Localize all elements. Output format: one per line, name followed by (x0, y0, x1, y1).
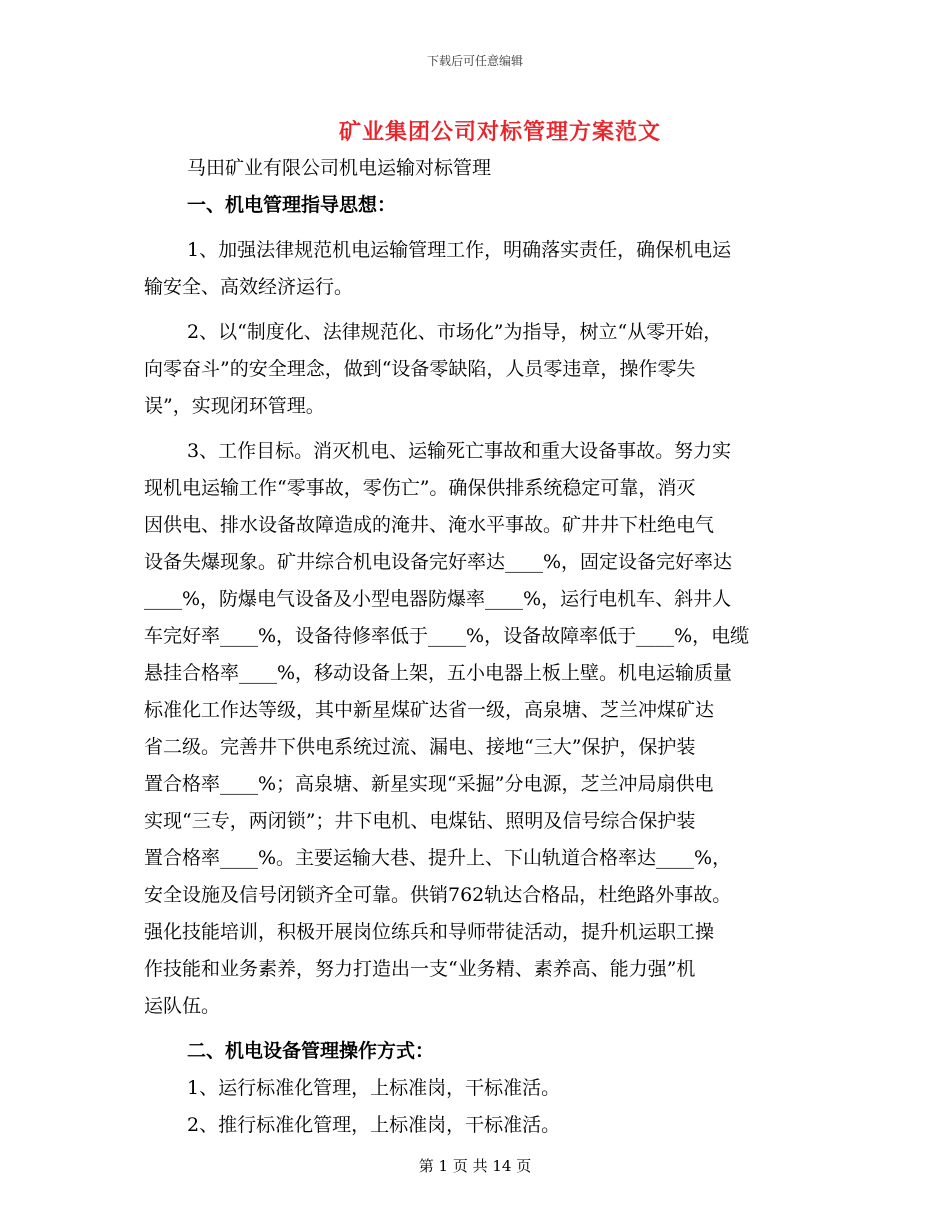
paragraph-2 (144, 314, 824, 425)
text-line: 车完好率____%，设备待修率低于____%，设备故障率低于____%，电缆 (144, 625, 750, 647)
text-line: 安全设施及信号闭锁齐全可靠。供销762轨达合格品，杜绝路外事故。 (144, 884, 732, 906)
section1-heading: 一、机电管理指导思想： (187, 194, 397, 216)
document-title: 矿业集团公司对标管理方案范文 (338, 119, 661, 145)
text-line: 向零奋斗”的安全理念，做到“设备零缺陷，人员零违章，操作零失 (144, 358, 696, 380)
text-line: 因供电、排水设备故障造成的淹井、淹水平事故。矿井井下杜绝电气 (144, 514, 715, 536)
text-line: 2、以“制度化、法律规范化、市场化”为指导，树立“从零开始， (187, 321, 723, 343)
text-line: 置合格率____%。主要运输大巷、提升上、下山轨道合格率达____%， (144, 847, 732, 869)
text-line: 悬挂合格率____%，移动设备上架，五小电器上板上壁。机电运输质量 (144, 662, 733, 684)
paragraph-1 (144, 232, 824, 306)
text-line: 误”，实现闭环管理。 (144, 395, 325, 417)
text-line: 作技能和业务素养，努力打造出一支“业务精、素养高、能力强”机 (144, 958, 696, 980)
text-line: 设备失爆现象。矿井综合机电设备完好率达____%，固定设备完好率达 (144, 551, 733, 573)
section2-heading: 二、机电设备管理操作方式： (187, 1040, 435, 1062)
text-line: 标准化工作达等级，其中新星煤矿达省一级，高泉塘、芝兰冲煤矿达 (144, 699, 715, 721)
text-line: 置合格率____%；高泉塘、新星实现“采掘”分电源，芝兰冲局扇供电 (144, 773, 714, 795)
text-line: 实现“三专，两闭锁”；井下电机、电煤钻、照明及信号综合保护装 (144, 810, 696, 832)
subtitle: 马田矿业有限公司机电运输对标管理 (187, 157, 492, 179)
page-footer: 第 1 页 共 14 页 (418, 1157, 532, 1175)
text-line: 3、工作目标。消灭机电、运输死亡事故和重大设备事故。努力实 (187, 440, 732, 462)
text-line: 强化技能培训，积极开展岗位练兵和导师带徒活动，提升机运职工操 (144, 921, 715, 943)
header-note: 下载后可任意编辑 (426, 54, 523, 68)
paragraph-3 (144, 433, 824, 1025)
document-body (144, 150, 824, 1144)
section2-item-2: 2、推行标准化管理，上标准岗，干标准活。 (187, 1114, 561, 1136)
section2-item-1: 1、运行标准化管理，上标准岗，干标准活。 (187, 1077, 561, 1099)
text-line: ____%，防爆电气设备及小型电器防爆率____%，运行电机车、斜井人 (144, 588, 732, 610)
text-line: 现机电运输工作“零事故，零伤亡”。确保供排系统稳定可靠，消灭 (144, 477, 696, 499)
text-line: 省二级。完善井下供电系统过流、漏电、接地“三大”保护，保护装 (144, 736, 696, 758)
text-line: 1、加强法律规范机电运输管理工作，明确落实责任，确保机电运 (187, 239, 732, 261)
text-line: 输安全、高效经济运行。 (144, 276, 354, 298)
text-line: 运队伍。 (144, 995, 221, 1017)
